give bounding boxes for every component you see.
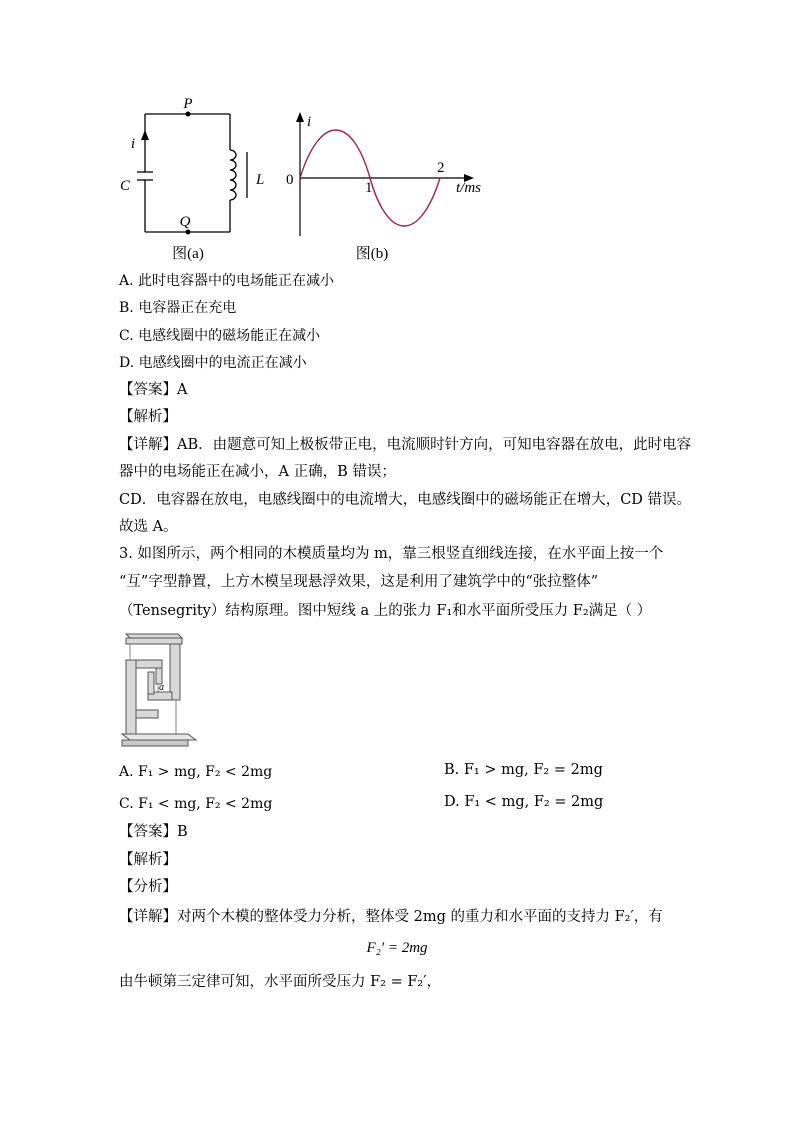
label-l: L <box>256 172 265 188</box>
q2-detail-2: 器中的电场能正在减小，A 正确，B 错误； <box>119 464 396 480</box>
graph-tick-2: 2 <box>437 160 445 176</box>
circuit-diagram <box>115 92 265 270</box>
q3-detail-2: 由牛顿第三定律可知，水平面所受压力 F₂ = F₂′， <box>119 974 442 990</box>
graph-x-label: t/ms <box>456 180 482 196</box>
q3-stem-3: （Tensegrity）结构原理。图中短线 a 上的张力 F₁和水平面所受压力 F₂满足（ ） <box>119 603 652 619</box>
current-time-graph <box>280 110 500 270</box>
q3-stem-2: “互”字型静置，上方木模呈现悬浮效果，这是利用了建筑学中的“张拉整体” <box>119 574 599 590</box>
graph-tick-1: 1 <box>365 180 373 196</box>
label-a: a <box>159 682 164 693</box>
q2-answer: 【答案】A <box>119 382 188 398</box>
q2-option-d: D. 电感线圈中的电流正在减小 <box>119 355 307 371</box>
graph-y-label: i <box>307 114 312 130</box>
q3-analysis-heading: 【解析】 <box>119 852 177 868</box>
caption-a: 图(a) <box>172 246 204 262</box>
caption-b: 图(b) <box>355 246 389 262</box>
q3-stem-1: 3. 如图所示，两个相同的木模质量均为 m，靠三根竖直细线连接，在水平面上按一个 <box>119 546 664 562</box>
label-p: P <box>183 96 193 112</box>
q2-conclusion: 故选 A。 <box>119 519 178 535</box>
q3-fenxi-heading: 【分析】 <box>119 879 177 895</box>
label-q: Q <box>179 214 191 230</box>
graph-origin: 0 <box>286 172 294 188</box>
q3-option-a: A. F₁ > mg, F₂ < 2mg <box>119 764 273 780</box>
q2-option-c: C. 电感线圈中的磁场能正在减小 <box>119 328 321 344</box>
q2-detail-1: 【详解】AB．由题意可知上极板带正电，电流顺时针方向，可知电容器在放电，此时电容 <box>119 437 692 453</box>
q3-option-c: C. F₁ < mg, F₂ < 2mg <box>119 796 273 812</box>
q2-option-b: B. 电容器正在充电 <box>119 300 237 316</box>
q2-option-a: A. 此时电容器中的电场能正在减小 <box>119 273 335 289</box>
q2-detail-3: CD．电容器在放电，电感线圈中的电流增大，电感线圈中的磁场能正在增大，CD 错误。 <box>119 492 692 508</box>
q3-equation: F₂′ = 2mg <box>366 940 428 956</box>
label-i: i <box>130 136 136 152</box>
q3-option-b: B. F₁ > mg, F₂ = 2mg <box>444 762 603 778</box>
q2-analysis-heading: 【解析】 <box>119 409 177 425</box>
q3-detail-1: 【详解】对两个木模的整体受力分析，整体受 2mg 的重力和水平面的支持力 F₂′，有 <box>119 909 663 925</box>
label-c: C <box>119 178 131 194</box>
tensegrity-figure <box>118 630 198 750</box>
q3-option-d: D. F₁ < mg, F₂ = 2mg <box>444 794 604 810</box>
q3-answer: 【答案】B <box>119 824 188 840</box>
